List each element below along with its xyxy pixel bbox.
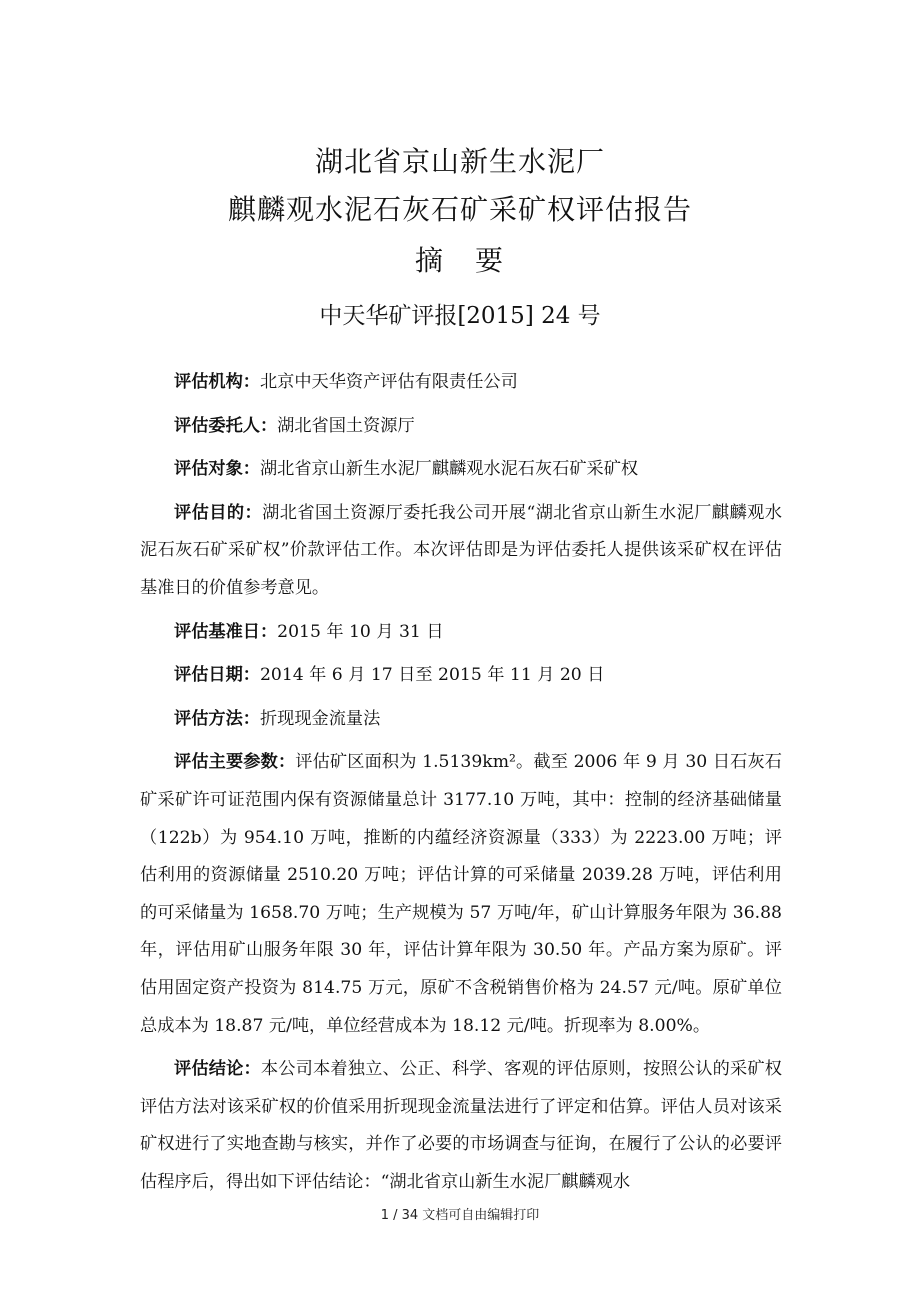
field-value: 2014 年 6 月 17 日至 2015 年 11 月 20 日 — [259, 665, 605, 686]
field-value: 湖北省京山新生水泥厂麒麟观水泥石灰石矿采矿权 — [259, 459, 639, 480]
field-conclusion — [140, 1051, 782, 1201]
field-value: 折现现金流量法 — [259, 708, 381, 729]
field-label: 评估结论： — [174, 1059, 261, 1080]
field-label: 评估机构： — [174, 372, 260, 392]
field-base-date — [140, 614, 782, 652]
abstract-body — [140, 364, 782, 1201]
field-method — [140, 701, 782, 739]
field-value: 湖北省国土资源厅 — [277, 415, 415, 436]
field-value: 评估矿区面积为 1.5139km²。截至 2006 年 9 月 30 日石灰石矿采矿许可证范围内保有资源储量总计 3177.10 万吨，其中：控制的经济基础储量（122b）为 954.10 万吨，推断的内蕴经济资源量（333）为 2223.00 万吨；评估利用的资源储量 2510.20 万吨；评估计算的可采储量 2039.28 万吨，评估利用的可采储量为 1658.70 万吨；生产规模为 57 万吨/年，矿山计算服务年限为 36.88 年，评估用矿山服务年限 30 年，评估计算年限为 30.50 年。产品方案为原矿。评估用固定资产投资为 814.75 万元，原矿不含税销售价格为 24.57 元/吨。原矿单位总成本为 18.87 元/吨，单位经营成本为 18.12 元/吨。折现率为 8.00%。 — [140, 752, 782, 1036]
field-value: 北京中天华资产评估有限责任公司 — [259, 372, 518, 392]
field-label: 评估日期： — [174, 665, 260, 686]
title-block — [0, 138, 920, 342]
field-label: 评估对象： — [174, 459, 260, 480]
field-label: 评估方法： — [174, 708, 260, 729]
field-object — [140, 451, 782, 489]
field-parameters — [140, 744, 782, 1045]
page-footer: 1 / 34 文档可自由编辑打印 — [380, 1208, 540, 1223]
field-purpose — [140, 495, 782, 608]
field-value: 本公司本着独立、公正、科学、客观的评估原则，按照公认的采矿权评估方法对该采矿权的价值采用折现现金流量法进行了评定和估算。评估人员对该采矿权进行了实地查勘与核实，并作了必要的市场调查与征询，在履行了公认的必要评估程序后，得出如下评估结论：“湖北省京山新生水泥厂麒麟观水 — [140, 1059, 782, 1192]
field-eval-date — [140, 657, 782, 695]
field-value: 湖北省国土资源厅委托我公司开展“湖北省京山新生水泥厂麒麟观水泥石灰石矿采矿权”价款评估工作。本次评估即是为评估委托人提供该采矿权在评估基准日的价值参考意见。 — [140, 502, 782, 598]
title-line-2: 麒麟观水泥石灰石矿采矿权评估报告 — [227, 193, 692, 226]
field-value: 2015 年 10 月 31 日 — [277, 621, 444, 642]
title-line-1: 湖北省京山新生水泥厂 — [314, 145, 605, 178]
field-label: 评估目的： — [174, 502, 263, 523]
field-label: 评估基准日： — [174, 621, 278, 642]
title-abstract: 摘 要 — [414, 244, 505, 277]
report-number: 中天华矿评报[2015] 24 号 — [319, 303, 601, 329]
field-label: 评估委托人： — [174, 415, 278, 436]
field-institution — [140, 364, 782, 402]
field-label: 评估主要参数： — [174, 752, 296, 773]
field-client — [140, 408, 782, 446]
